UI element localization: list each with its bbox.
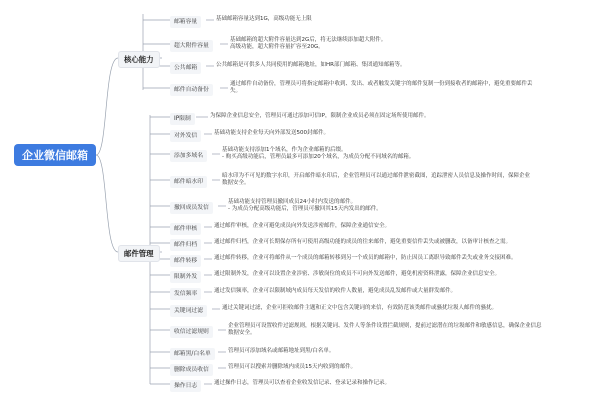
desc-mail-archive: 通过邮件归档，企业可长期保存所有可使用高级功能的成员的往来邮件，避免重要信件丢失或被删改，以备审计核查之需。 [214, 239, 512, 245]
node-large-attachment[interactable]: 超大附件容量 [170, 40, 213, 52]
desc-large-attachment: 基础邮箱的超大附件容量达到2G后，将无法继续添加超大附件。 高级功能，超大附件容量扩容至20G。 [230, 37, 387, 51]
desc-operation-log: 通过操作日志，管理员可以查看企业收发信记录、登录记录和操作记录。 [214, 380, 391, 386]
desc-ip-restriction: 为保障企业信息安全，管理员可通过添加可信IP，限制企业成员必须在固定场所使用邮件。 [210, 113, 430, 119]
node-auto-backup[interactable]: 邮件自动备份 [170, 84, 213, 96]
connector-root-core [96, 58, 118, 155]
root-node[interactable]: 企业微信邮箱 [14, 144, 96, 166]
node-receive-filter-rules[interactable]: 收信过滤规则 [170, 326, 213, 338]
node-keyword-filter[interactable]: 关键词过滤 [170, 305, 207, 317]
node-restrict-outbound[interactable]: 限制外发 [170, 271, 201, 283]
node-send-frequency[interactable]: 发信频率 [170, 288, 201, 300]
desc-watermark: 暗水印为不可见的数字水印，开启邮件暗水印后，企业管理员可以通过邮件泄密截图，追踪泄密人员信息及操作时间，保障企业 数据安全。 [222, 173, 531, 187]
desc-external-sending: 基础功能支持企业每天向外部发送500封邮件。 [214, 130, 329, 136]
desc-recall-mail: 基础功能支持管理员撤回成员24小时内发送的邮件。 - 为成员分配高级功能后，管理员可撤回其15天内发出的邮件。 [228, 199, 382, 213]
branch-core-capabilities[interactable]: 核心能力 [118, 51, 160, 68]
desc-mail-transfer: 通过邮件转移，企业可将邮件从一个成员的邮箱转移到另一个成员的邮箱中，防止因员工离职导致邮件丢失或业务交接困难。 [214, 255, 517, 261]
node-delete-member-mail[interactable]: 删除成员收信 [170, 364, 213, 376]
node-operation-log[interactable]: 操作日志 [170, 380, 201, 392]
desc-public-mailbox: 公共邮箱是可供多人共同使用的邮箱地址，如HR部门邮箱、集团通知邮箱等。 [216, 62, 406, 68]
node-public-mailbox[interactable]: 公共邮箱 [170, 62, 201, 74]
desc-receive-filter-rules: 企业管理员可设置收件过滤规则，根据关键词、发件人等条件设置拦截规则，提前过滤潜在的垃圾邮件和敏感信息，确保企业信息 数据安全。 [228, 323, 542, 337]
node-mailbox-capacity[interactable]: 邮箱容量 [170, 16, 201, 28]
desc-mail-review: 通过邮件审核，企业可避免成员向外发送涉密邮件，保障企业通信安全。 [214, 223, 391, 229]
node-black-white-list[interactable]: 邮箱黑/白名单 [170, 348, 215, 360]
desc-keyword-filter: 通过关键词过滤，企业可拒收邮件主题和正文中包含关键词的来信，有效防范该类邮件或骚扰垃圾人邮件的骚扰。 [222, 305, 498, 311]
node-ip-restriction[interactable]: IP限制 [170, 113, 195, 125]
node-watermark[interactable]: 邮件暗水印 [170, 176, 207, 188]
node-mail-archive[interactable]: 邮件归档 [170, 239, 201, 251]
desc-auto-backup: 通过邮件自动备份，管理员可将指定邮箱中收到、发出、或者触发关键字的邮件复制一份到接收者的邮箱中，避免重要邮件丢 失。 [230, 81, 533, 95]
desc-multi-domain: 基础功能支持添加1个域名，作为企业邮箱的后缀。 - 购买高级功能后，管理员最多可添加20个域名，为成员分配不同域名的邮箱。 [222, 147, 415, 161]
node-mail-transfer[interactable]: 邮件转移 [170, 255, 201, 267]
desc-mailbox-capacity: 基础邮箱容量达到1G，高级功能无上限 [216, 16, 312, 22]
node-mail-review[interactable]: 邮件审核 [170, 223, 201, 235]
desc-black-white-list: 管理员可添加域名或邮箱地址到黑/白名单。 [228, 348, 335, 354]
node-recall-mail[interactable]: 撤回成员发信 [170, 202, 213, 214]
node-external-sending[interactable]: 对外发信 [170, 130, 201, 142]
desc-delete-member-mail: 管理员可以搜索并删除域内成员15天内收到的邮件。 [228, 364, 357, 370]
desc-restrict-outbound: 通过限制外发，企业可以设置企业涉密、涉敏岗位的成员不可向外发送邮件，避免机密资料泄露，保障企业信息安全。 [214, 271, 501, 277]
desc-send-frequency: 通过发信频率，企业可以限制域内成员每天发信的收件人数量，避免成员乱发邮件或大量群发邮件。 [214, 288, 457, 294]
connector-root-mail [96, 155, 118, 252]
node-multi-domain[interactable]: 添加多域名 [170, 150, 207, 162]
branch-mail-management[interactable]: 邮件管理 [118, 245, 160, 262]
